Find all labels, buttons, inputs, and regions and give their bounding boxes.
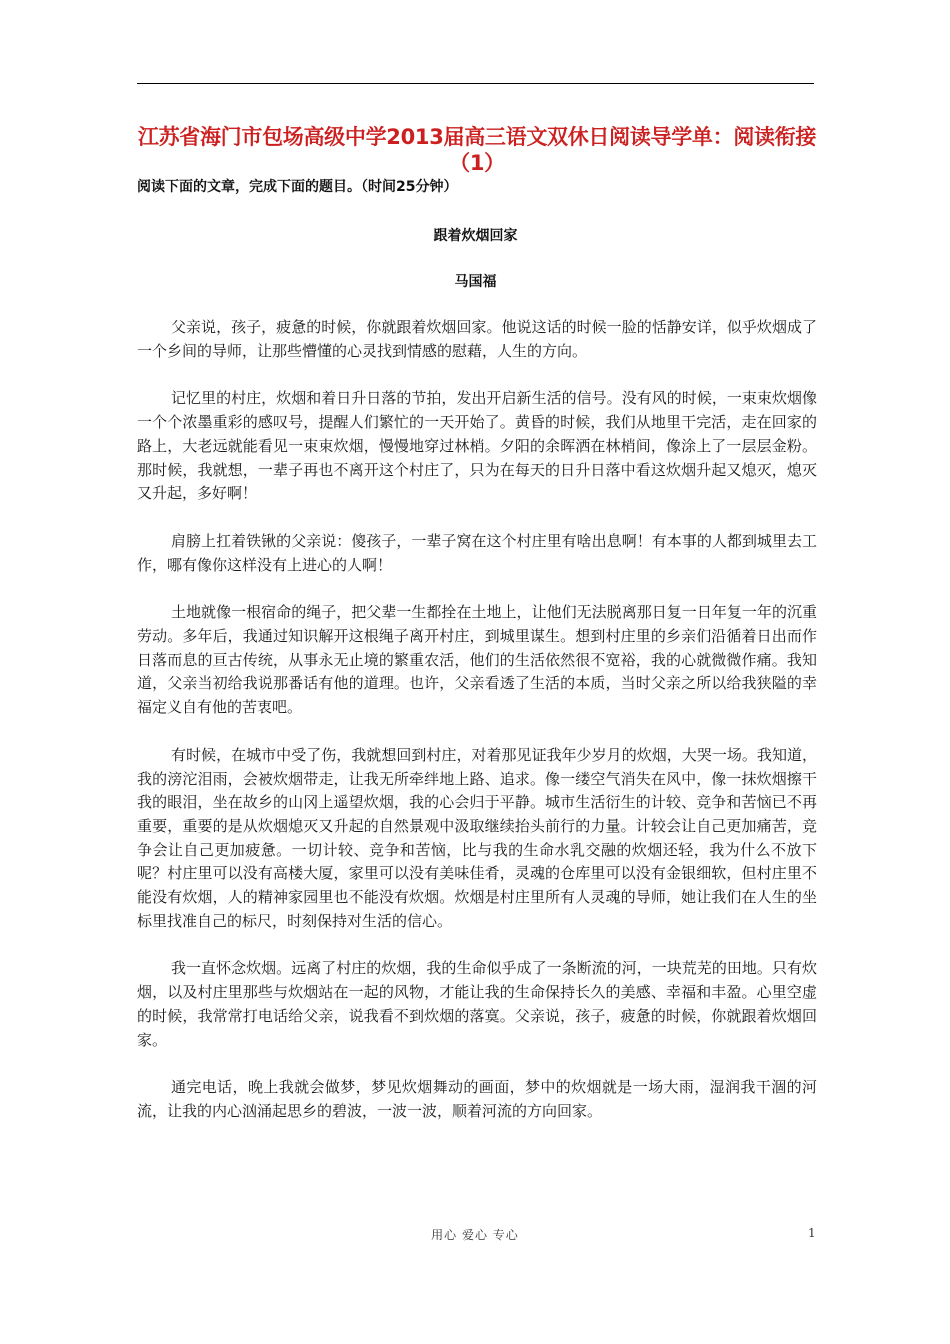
paragraph-5: 有时候，在城市中受了伤，我就想回到村庄，对着那见证我年少岁月的炊烟，大哭一场。我知道，我的滂沱泪雨，会被炊烟带走，让我无所牵绊地上路、追求。像一缕空气消失在风中，像一抹炊烟擦干我的眼泪，坐在故乡的山冈上遥望炊烟，我的心会归于平静。城市生活衍生的计较、竞争和苦恼已不再重要，重要的是从炊烟熄灭又升起的自然景观中汲取继续抬头前行的力量。计较会让自己更加痛苦，竞争会让自己更加疲惫。一切计较、竞争和苦恼，比与我的生命水乳交融的炊烟还轻，我为什么不放下呢？村庄里可以没有高楼大厦，家里可以没有美味佳肴，灵魂的仓库里可以没有金银细软，但村庄里不能没有炊烟，人的精神家园里也不能没有炊烟。炊烟是村庄里所有人灵魂的导师，她让我们在人生的坐标里找准自己的标尺，时刻保持对生活的信心。 xyxy=(137,745,817,930)
article-body xyxy=(137,316,817,1148)
paragraph-1: 父亲说，孩子，疲惫的时候，你就跟着炊烟回家。他说这话的时候一脸的恬静安详，似乎炊烟成了一个乡间的导师，让那些懵懂的心灵找到情感的慰藉，人生的方向。 xyxy=(137,318,817,360)
header-rule xyxy=(137,83,814,84)
footer-motto: 用心 爱心 专心 xyxy=(431,1228,519,1242)
paragraph-6: 我一直怀念炊烟。远离了村庄的炊烟，我的生命似乎成了一条断流的河，一块荒芜的田地。只有炊烟，以及村庄里那些与炊烟站在一起的风物，才能让我的生命保持长久的美感、幸福和丰盈。心里空虚的时候，我常常打电话给父亲，说我看不到炊烟的落寞。父亲说，孩子，疲惫的时候，你就跟着炊烟回家。 xyxy=(137,959,817,1049)
paragraph-4: 土地就像一根宿命的绳子，把父辈一生都拴在土地上，让他们无法脱离那日复一日年复一年的沉重劳动。多年后，我通过知识解开这根绳子离开村庄，到城里谋生。想到村庄里的乡亲们沿循着日出而作日落而息的亘古传统，从事永无止境的繁重农活，他们的生活依然很不宽裕，我的心就微微作痛。我知道，父亲当初给我说那番话有他的道理。也许，父亲看透了生活的本质，当时父亲之所以给我狭隘的幸福定义自有他的苦衷吧。 xyxy=(137,603,817,717)
document-title: 江苏省海门市包场高级中学2013届高三语文双休日阅读导学单：阅读衔接（1） xyxy=(137,125,817,175)
paragraph-3: 肩膀上扛着铁锹的父亲说：傻孩子，一辈子窝在这个村庄里有啥出息啊！有本事的人都到城里去工作，哪有像你这样没有上进心的人啊！ xyxy=(137,531,817,574)
paragraph-7: 通完电话，晚上我就会做梦，梦见炊烟舞动的画面，梦中的炊烟就是一场大雨，湿润我干涸的河流，让我的内心汹涌起思乡的碧波，一波一波，顺着河流的方向回家。 xyxy=(137,1078,817,1120)
reading-instruction: 阅读下面的文章，完成下面的题目。（时间25分钟） xyxy=(137,179,458,195)
article-title: 跟着炊烟回家 xyxy=(433,228,518,244)
paragraph-2: 记忆里的村庄，炊烟和着日升日落的节拍，发出开启新生活的信号。没有风的时候，一束束炊烟像一个个浓墨重彩的感叹号，提醒人们繁忙的一天开始了。黄昏的时候，我们从地里干完活，走在回家的路上，大老远就能看见一束束炊烟，慢慢地穿过林梢。夕阳的余晖洒在林梢间，像涂上了一层层金粉。那时候，我就想，一辈子再也不离开这个村庄了，只为在每天的日升日落中看这炊烟升起又熄灭，熄灭又升起，多好啊！ xyxy=(137,389,817,503)
article-author: 马国福 xyxy=(454,274,497,290)
page-number: 1 xyxy=(808,1226,816,1240)
